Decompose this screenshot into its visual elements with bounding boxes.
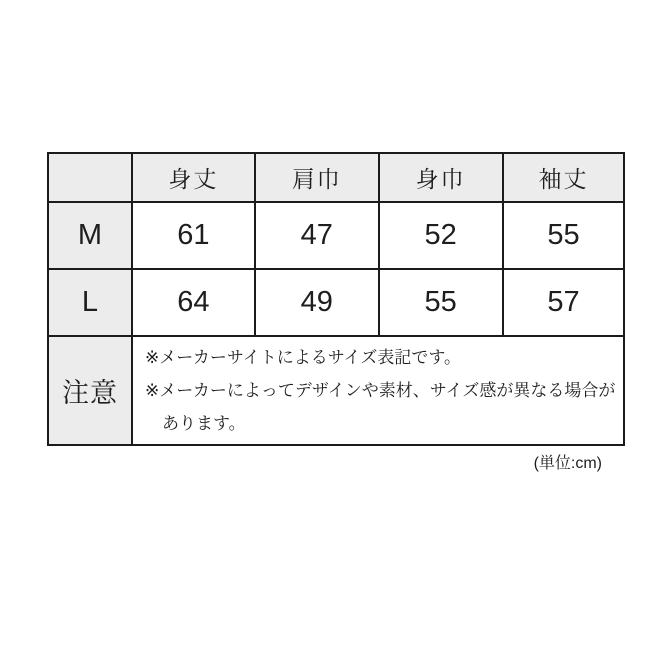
table-row-notice: [48, 336, 624, 445]
corner-cell: [48, 153, 132, 202]
unit-note: (単位:cm): [533, 455, 602, 472]
cell-m-shoulder-width: 47: [255, 202, 379, 269]
column-header-sleeve-length: 袖丈: [503, 153, 625, 202]
row-label-m: M: [48, 202, 132, 269]
cell-m-body-width: 52: [379, 202, 503, 269]
cell-m-sleeve-length: 55: [503, 202, 625, 269]
table-header-row: [48, 153, 624, 202]
table-row-size-m: [48, 202, 624, 269]
column-header-body-length: 身丈: [132, 153, 255, 202]
cell-l-shoulder-width: 49: [255, 269, 379, 336]
cell-m-body-length: 61: [132, 202, 255, 269]
notice-line-1: ※メーカーサイトによるサイズ表記です。: [145, 348, 461, 367]
size-table: [47, 152, 625, 446]
notice-label: 注意: [48, 336, 132, 445]
table-row-size-l: [48, 269, 624, 336]
cell-l-body-length: 64: [132, 269, 255, 336]
notice-line-3: あります。: [162, 414, 246, 433]
notice-line-2: ※メーカーによってデザインや素材、サイズ感が異なる場合が: [145, 381, 616, 400]
cell-l-body-width: 55: [379, 269, 503, 336]
column-header-shoulder-width: 肩巾: [255, 153, 379, 202]
column-header-body-width: 身巾: [379, 153, 503, 202]
cell-l-sleeve-length: 57: [503, 269, 625, 336]
notice-text-cell: [132, 336, 624, 445]
row-label-l: L: [48, 269, 132, 336]
